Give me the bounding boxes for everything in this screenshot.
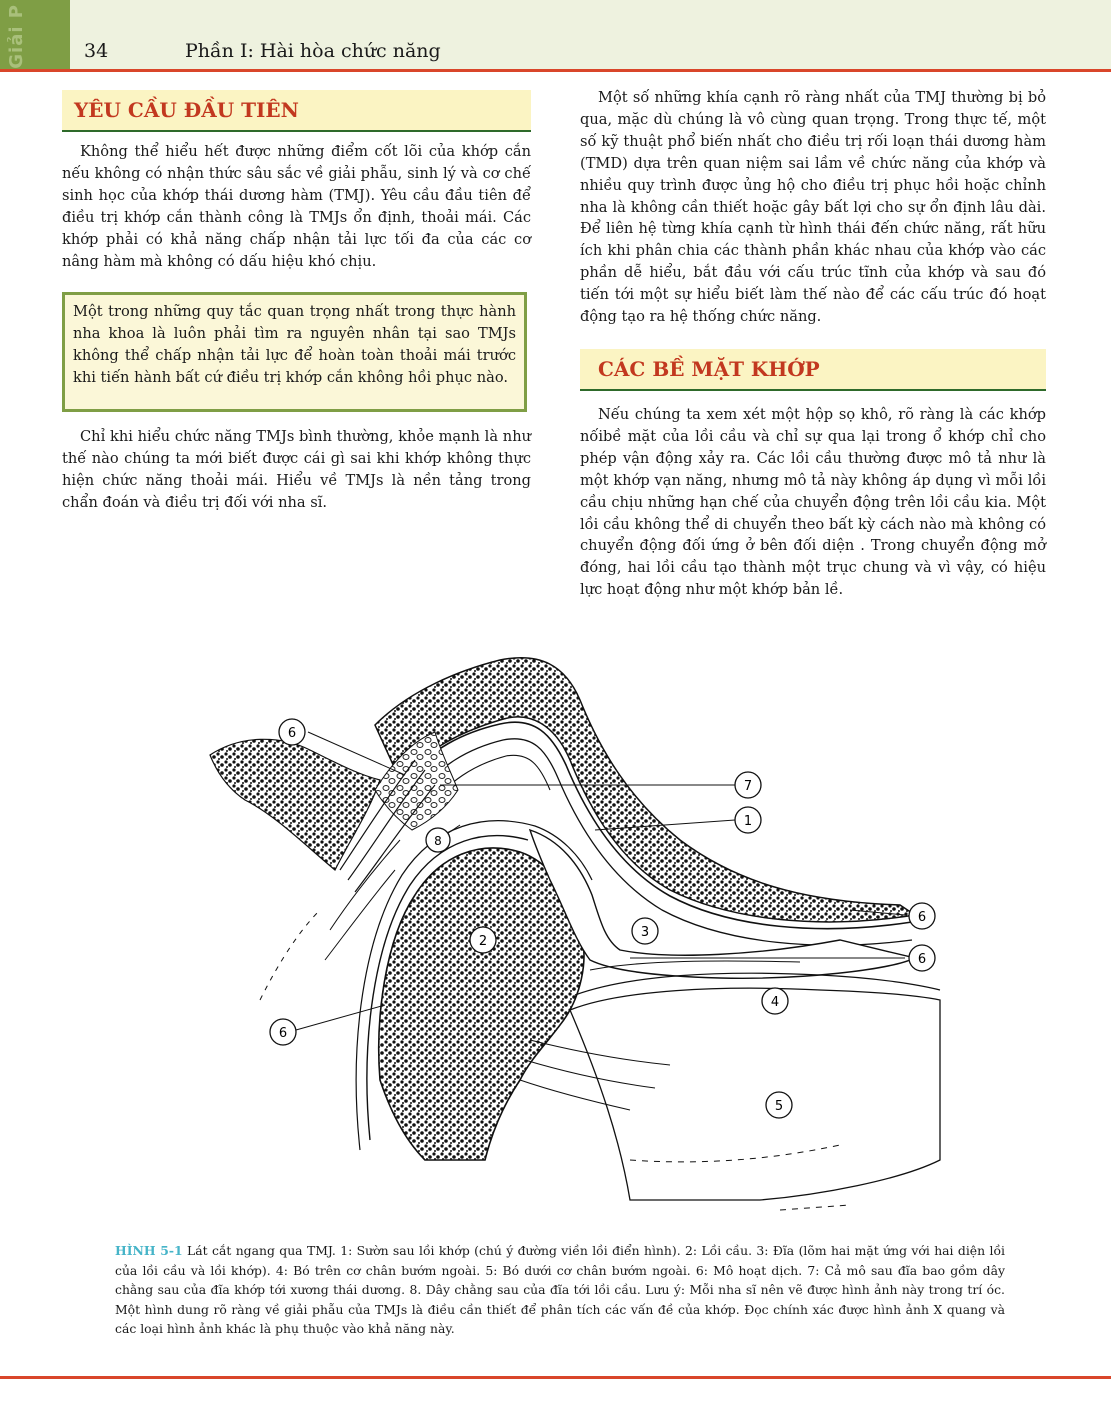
header-rule (0, 69, 1111, 72)
paragraph-text: Một số những khía cạnh rõ ràng nhất của TMJ thường bị bỏ qua, mặc dù chúng là vô cùng quan trọng. Trong thực tế, một số kỹ thuật phổ biến nhất cho điều trị rối loạn thái dương hàm (TMD) dựa trên quan niệm sai lầm về chức năng của khớp và nhiều quy trình được ủng hộ cho điều trị phục hồi hoặc chỉnh nha là không cần thiết hoặc gây bất lợi cho sự ổn định lâu dài. Để liên hệ từng khía cạnh từ hình thái đến chức năng, rất hữu ích khi phân chia các thành phần khác nhau của khớp vào các phần dễ hiểu, bắt đầu với cấu trúc tĩnh của khớp và sau đó tiến tới một sự hiểu biết làm thế nào để các cấu trúc đó hoạt động tạo ra hệ thống chức năng. (580, 89, 1046, 326)
paragraph (580, 404, 1046, 601)
svg-text:7: 7 (743, 779, 753, 794)
paragraph-text: Nếu chúng ta xem xét một hộp sọ khô, rõ ràng là các khớp nốibề mặt của lồi cầu và chỉ sự qua lại trong ổ khớp chỉ cho phép vận động xảy ra. Các lồi cầu thường được mô tả như là một khớp vạn năng, nhưng mô tả này không áp dụng vì mỗi lồi cầu chịu những hạn chế của chuyển động trên lồi cầu kia. Một lồi cầu không thể di chuyển theo bất kỳ cách nào mà không có chuyển động đối ứng ở bên đối diện . Trong chuyển động mở đóng, hai lồi cầu tạo thành một trục chung và vì vậy, có hiệu lực hoạt động như một khớp bản lề. (580, 406, 1046, 599)
tmj-cross-section-figure (200, 640, 1040, 1230)
label-2 (470, 927, 496, 953)
callout-text: Một trong những quy tắc quan trọng nhất trong thực hành nha khoa là luôn phải tìm ra nguyên nhân tại sao TMJs không thể chấp nhận tải lực để hoàn toàn thoải mái trước khi tiến hành bất cứ điều trị khớp cắn không hồi phục nào. (73, 303, 516, 386)
side-tab-text: Giải P (6, 4, 27, 69)
svg-text:2: 2 (478, 934, 488, 949)
svg-text:6: 6 (287, 726, 297, 741)
svg-text:6: 6 (917, 910, 927, 925)
svg-text:6: 6 (917, 952, 927, 967)
page-number: 34 (84, 40, 109, 62)
label-5 (766, 1092, 792, 1118)
section-heading-text: CÁC BỀ MẶT KHỚP (598, 357, 820, 381)
label-7 (735, 772, 761, 798)
label-6-right-lower (909, 945, 935, 971)
section-heading-first-requirement (62, 90, 531, 132)
paragraph-text: Chỉ khi hiểu chức năng TMJs bình thường, khỏe mạnh là như thế nào chúng ta mới biết được cái gì sai khi khớp không thực hiện chức năng thoải mái. Hiểu về TMJs là nền tảng trong chẩn đoán và điều trị đối với nha sĩ. (62, 428, 531, 511)
paragraph-text: Không thể hiểu hết được những điểm cốt lõi của khớp cắn nếu không có nhận thức sâu sắc về giải phẫu, sinh lý và cơ chế sinh học của khớp thái dương hàm (TMJ). Yêu cầu đầu tiên để điều trị khớp cắn thành công là TMJs ổn định, thoải mái. Các khớp phải có khả năng chấp nhận tải lực tối đa của các cơ nâng hàm mà không có dấu hiệu khó chịu. (62, 143, 531, 270)
label-6-top (279, 719, 305, 745)
footer-rule (0, 1376, 1111, 1379)
svg-text:5: 5 (774, 1099, 784, 1114)
label-6-bottom-left (270, 1019, 296, 1045)
svg-text:1: 1 (743, 814, 753, 829)
callout-box (62, 292, 527, 412)
section-heading-joint-surfaces (580, 349, 1046, 391)
section-heading-text: YÊU CẦU ĐẦU TIÊN (74, 98, 299, 122)
label-4 (762, 988, 788, 1014)
side-tab (0, 0, 70, 70)
label-6-right-upper (909, 903, 935, 929)
condyle (379, 848, 584, 1160)
header-band (0, 0, 1111, 70)
label-3 (632, 918, 658, 944)
paragraph (580, 87, 1046, 328)
caption-label: HÌNH 5-1 (115, 1243, 183, 1258)
running-head: Phần I: Hài hòa chức năng (185, 40, 441, 62)
caption-text: Lát cắt ngang qua TMJ. 1: Sườn sau lồi khớp (chú ý đường viền lồi điển hình). 2: Lồi cầu. 3: Đĩa (lõm hai mặt ứng với hai diện lồi của lồi cầu và lồi khớp). 4: Bó trên cơ chân bướm ngoài. 5: Bó dưới cơ chân bướm ngoài. 6: Mô hoạt dịch. 7: Cả mô sau đĩa bao gồm dây chằng sau của đĩa khớp tới xương thái dương. 8. Dây chằng sau của đĩa tới lồi cầu. Lưu ý: Mỗi nha sĩ nên vẽ được hình ảnh này trong trí óc. Một hình dung rõ ràng về giải phẫu của TMJs là điều cần thiết để phân tích các vấn đề của khớp. Đọc chính xác được hình ảnh X quang và các loại hình ảnh khác là phụ thuộc vào khả năng này. (115, 1243, 1005, 1336)
svg-text:6: 6 (278, 1026, 288, 1041)
svg-text:8: 8 (434, 834, 442, 848)
lateral-pterygoid (570, 988, 940, 1200)
svg-text:4: 4 (770, 995, 780, 1010)
label-8 (426, 828, 450, 852)
paragraph (62, 141, 531, 272)
label-1 (735, 807, 761, 833)
figure-caption (115, 1241, 1005, 1339)
posterior-bone (210, 739, 380, 870)
svg-text:3: 3 (640, 925, 650, 940)
paragraph (62, 426, 531, 514)
